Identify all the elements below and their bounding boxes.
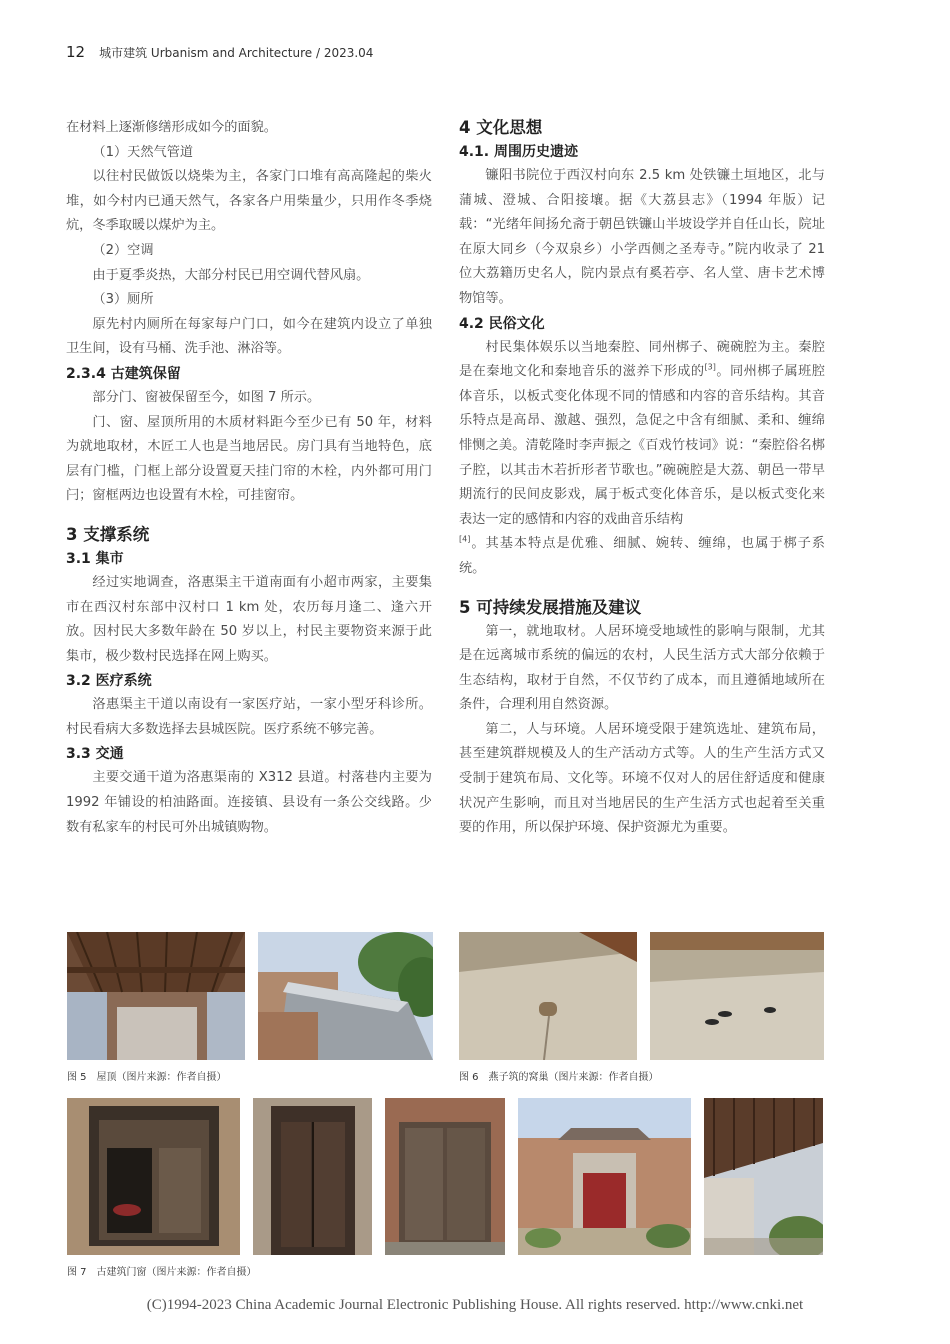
paragraph-text: 5 可持续发展措施及建议 <box>459 597 642 617</box>
paragraph <box>66 571 432 669</box>
paragraph <box>66 313 432 362</box>
fig5-roof-interior-photo <box>67 932 245 1060</box>
journal-title: 城市建筑 Urbanism and Architecture / 2023.04 <box>99 46 374 60</box>
paragraph-text: 主要交通干道为洛惠渠南的 X312 县道。村落巷内主要为 1992 年铺设的柏油路面。连接镇、县设有一条公交线路。少数有私家车的村民可外出城镇购物。 <box>66 770 432 835</box>
fig7-wooden-door-photo <box>253 1098 372 1255</box>
section-heading <box>459 596 825 620</box>
fig6-caption: 图 6 燕子筑的窝巢（图片来源：作者自摄） <box>459 1072 659 1083</box>
section-heading <box>459 116 825 140</box>
paragraph-text: （1）天然气管道 <box>92 144 194 160</box>
paragraph <box>66 386 432 411</box>
subsection-heading <box>459 312 825 336</box>
right-column <box>459 116 825 841</box>
paragraph-text: 3.3 交通 <box>66 746 124 763</box>
paragraph-text: 门、窗、屋顶所用的木质材料距今至少已有 50 年，材料为就地取材，木匠工人也是当地居民。房门具有当地特色，底层有门槛，门框上部分设置夏天挂门帘的木栓，内外都可用门闩；窗框两边也设置有木栓，可挂窗帘。 <box>66 414 432 504</box>
paragraph-text: 第一，就地取材。人居环境受地域性的影响与限制，尤其是在远离城市系统的偏远的农村，人民生活方式大部分依赖于生态结构，取材于自然，不仅节约了成本，而且遵循地域所在条件，合理利用自然资源。 <box>459 623 825 713</box>
paragraph <box>66 766 432 840</box>
paragraph <box>66 693 432 742</box>
subsection-heading <box>66 547 432 571</box>
section-heading <box>66 523 432 547</box>
fig7-courtyard-gate-photo <box>518 1098 691 1255</box>
paragraph-text: 由于夏季炎热，大部分村民已用空调代替风扇。 <box>92 267 370 283</box>
paragraph <box>66 288 432 313</box>
page-number: 12 <box>66 43 86 61</box>
subsection-heading <box>459 140 825 164</box>
paragraph-text: 4.1. 周围历史遗迹 <box>459 144 578 160</box>
fig5-roof-exterior-photo <box>258 932 433 1060</box>
paragraph <box>459 164 825 312</box>
paragraph <box>459 718 825 841</box>
paragraph <box>459 620 825 718</box>
paragraph-text: （2）空调 <box>92 242 154 258</box>
paragraph-text: 3.1 集市 <box>66 550 124 567</box>
copyright-footer: (C)1994-2023 China Academic Journal Electronic Publishing House. All rights reserved. http://www.cnki.net <box>146 1297 804 1313</box>
fig7-caption: 图 7 古建筑门窗（图片来源：作者自摄） <box>67 1267 257 1278</box>
paragraph-text: 村民集体娱乐以当地秦腔、同州梆子、碗碗腔为主。秦腔是在秦地文化和秦地音乐的滋养下形成的 <box>459 339 825 380</box>
paragraph-text: 第二，人与环境。人居环境受限于建筑选址、建筑布局，甚至建筑群规模及人的生产活动方式等。人的生产生活方式又受制于建筑布局、文化等。环境不仅对人的居住舒适度和健康状况产生影响，而且对当地居民的生产生活方式也起着至关重要的作用，所以保护环境、保护资源尤为重要。 <box>459 721 825 836</box>
fig5-caption: 图 5 屋顶（图片来源：作者自摄） <box>67 1072 227 1083</box>
fig7-eave-photo <box>704 1098 823 1255</box>
paragraph-text: 。其基本特点是优雅、细腻、婉转、缠绵，也属于梆子系统。 <box>459 536 825 576</box>
paragraph-text: 3 支撑系统 <box>66 524 150 544</box>
paragraph <box>66 264 432 289</box>
paragraph-text: 在材料上逐渐修缮形成如今的面貌。 <box>66 120 277 135</box>
paragraph-text: （3）厕所 <box>92 292 154 308</box>
paragraph-text: 2.3.4 古建筑保留 <box>66 365 181 382</box>
paragraph <box>66 165 432 239</box>
fig6-nest-photo-2 <box>650 932 824 1060</box>
running-header <box>66 43 373 61</box>
paragraph-text: 以往村民做饭以烧柴为主，各家门口堆有高高隆起的柴火堆，如今村内已通天然气，各家各户用柴量少，只用作冬季烧炕，冬季取暖以煤炉为主。 <box>66 169 432 234</box>
fig6-nest-photo-1 <box>459 932 637 1060</box>
paragraph-text: 3.2 医疗系统 <box>66 673 152 690</box>
paragraph-text: 洛惠渠主干道以南设有一家医疗站，一家小型牙科诊所。村民看病大多数选择去县城医院。医疗系统不够完善。 <box>66 697 432 737</box>
left-column <box>66 116 432 840</box>
paragraph <box>66 411 432 509</box>
citation-ref: [3] <box>704 362 716 372</box>
paragraph <box>66 116 432 141</box>
citation-ref: [4] <box>459 534 471 544</box>
paragraph <box>459 336 825 533</box>
section-gap <box>66 509 432 523</box>
paragraph-text: 经过实地调查，洛惠渠主干道南面有小超市两家，主要集市在西汉村东部中汉村口 1 km 处，农历每月逢二、逢六开放。因村民大多数年龄在 50 岁以上，村民主要物资来源于此集市，极少数村民选择在网上购买。 <box>66 574 432 664</box>
subsection-heading <box>66 669 432 693</box>
paragraph <box>66 239 432 264</box>
paragraph-text: 4 文化思想 <box>459 118 543 137</box>
subsection-heading <box>66 742 432 766</box>
paragraph-text: 。同州梆子属班腔体音乐，以板式变化体现不同的情感和内容的音乐结构。其音乐特点是高昂、激越、强烈，急促之中含有细腻、柔和、缠绵悱恻之美。清乾隆时李声振之《百戏竹枝词》说：“秦腔俗名梆子腔，以其击木若折形者节歌也。”碗碗腔是大荔、朝邑一带早期流行的民间皮影戏，属于板式变化体音乐，是以板式变化来表达一定的感情和内容的戏曲音乐结构 <box>459 364 825 527</box>
fig7-window-photo <box>67 1098 240 1255</box>
paragraph-text: 原先村内厕所在每家每户门口，如今在建筑内设立了单独卫生间，设有马桶、洗手池、淋浴等。 <box>66 316 432 357</box>
fig7-brick-gate-photo <box>385 1098 505 1255</box>
paragraph-text: 4.2 民俗文化 <box>459 315 545 332</box>
section-gap <box>459 582 825 596</box>
paragraph-text: 镰阳书院位于西汉村向东 2.5 km 处铁镰土垣地区，北与蒲城、澄城、合阳接壤。据《大荔县志》（1994 年版）记载：“光绪年间扬允斋于朝邑铁镰山半坡设学并自任山长，院址在原大同乡（今双泉乡）小学西侧之圣寿寺。”院内收录了 21 位大荔籍历史名人，院内景点有奚若亭、名人堂、唐卡艺术博物馆等。 <box>459 168 825 306</box>
subsection-heading <box>66 362 432 386</box>
paragraph <box>459 532 825 581</box>
paragraph-text: 部分门、窗被保留至今，如图 7 所示。 <box>92 389 321 405</box>
paragraph <box>66 141 432 166</box>
